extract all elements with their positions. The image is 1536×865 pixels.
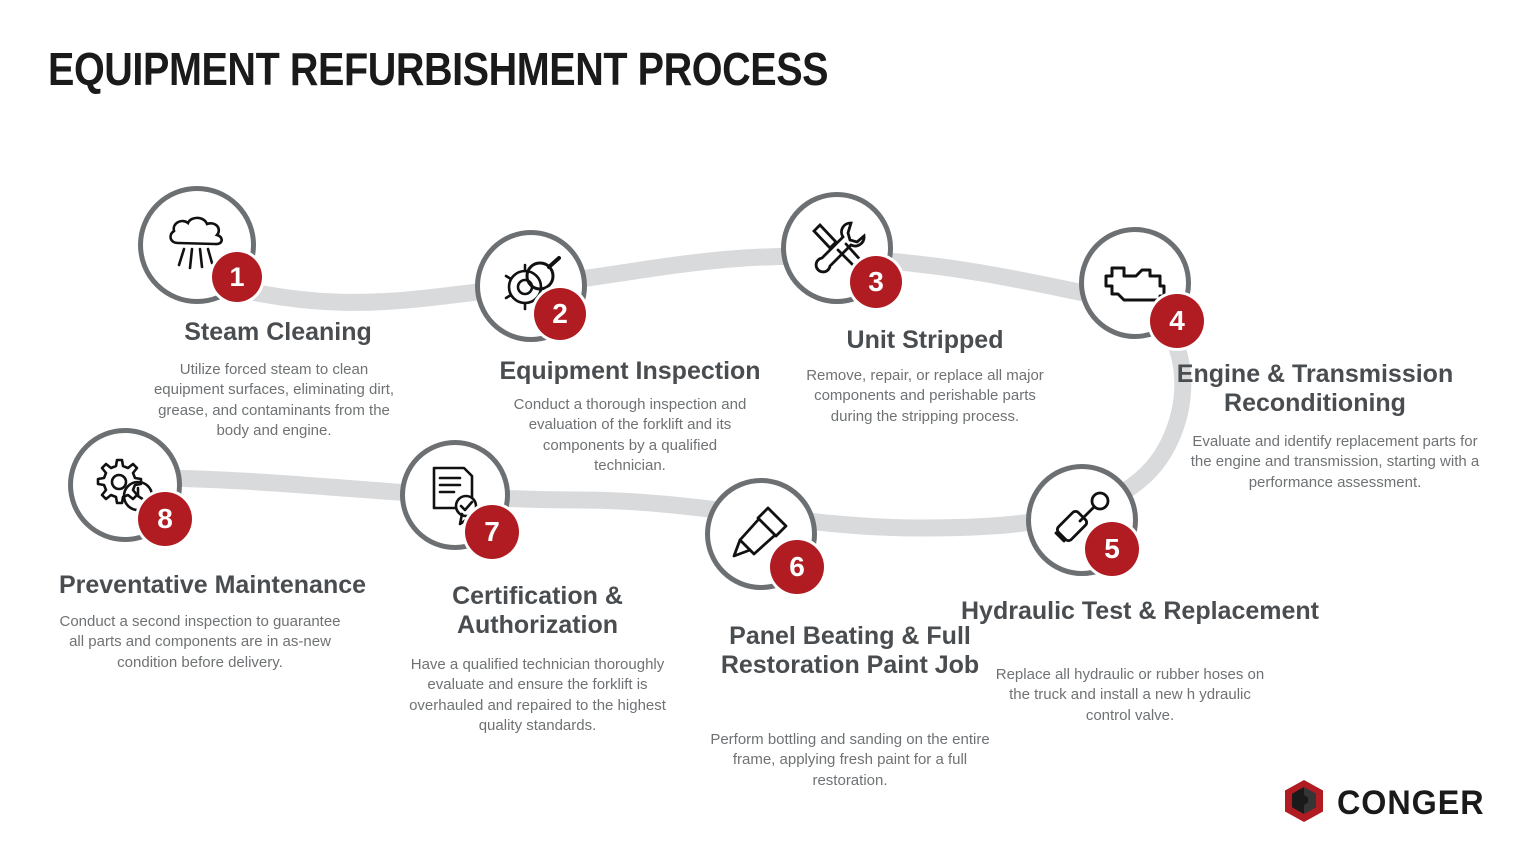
step-5-number: 5: [1104, 533, 1120, 564]
conger-logo: [1281, 778, 1492, 829]
step-8-description: Conduct a second inspection to guarantee all parts and components are in as-new condition before delivery.: [59, 613, 341, 671]
conger-logo-text: CONGER: [1336, 784, 1485, 822]
step-4-number-badge: [1150, 294, 1204, 348]
step-6-description: Perform bottling and sanding on the entire frame, applying fresh paint for a full restoration.: [710, 731, 990, 789]
step-7-number: 7: [484, 516, 500, 547]
step-4-description: Evaluate and identify replacement parts for the engine and transmission, starting with a performance assessment.: [1190, 433, 1480, 491]
step-6-number-badge: [770, 540, 824, 594]
step-5-number-badge: [1085, 522, 1139, 576]
step-8-number: 8: [157, 503, 173, 534]
step-5-title: Hydraulic Test & Replacement: [961, 597, 1319, 625]
step-1-description: Utilize forced steam to clean equipment surfaces, eliminating dirt, grease, and contaminants from the body and engine.: [153, 361, 395, 439]
step-5-description: Replace all hydraulic or rubber hoses on the truck and install a new h ydraulic control valve.: [995, 666, 1265, 724]
conger-hex-mark-icon: [1281, 778, 1327, 829]
step-2-number-badge: [534, 288, 586, 340]
step-2-title: Equipment Inspection: [499, 357, 761, 385]
step-7-number-badge: [465, 505, 519, 559]
step-1-number: 1: [229, 261, 245, 292]
step-3-number: 3: [868, 266, 884, 297]
step-8-number-badge: [138, 492, 192, 546]
step-3-description: Remove, repair, or replace all major components and perishable parts during the stripping process.: [806, 367, 1044, 425]
step-2-description: Conduct a thorough inspection and evaluation of the forklift and its components by a qualified technician.: [513, 396, 747, 474]
step-7-title: Certification & Authorization: [452, 582, 623, 639]
step-4-number: 4: [1169, 305, 1185, 336]
step-7-description: Have a qualified technician thoroughly evaluate and ensure the forklift is overhauled and repaired to the highest quality standards.: [409, 656, 666, 734]
step-3-title: Unit Stripped: [846, 326, 1004, 354]
step-6-title: Panel Beating & Full Restoration Paint Job: [720, 622, 980, 679]
page-title: EQUIPMENT REFURBISHMENT PROCESS: [48, 43, 829, 95]
step-1-title: Steam Cleaning: [184, 318, 372, 346]
step-1-number-badge: [212, 252, 262, 302]
step-2-number: 2: [552, 298, 568, 329]
step-3-number-badge: [850, 256, 902, 308]
step-4-title: Engine & Transmission Reconditioning: [1176, 360, 1454, 417]
step-6-number: 6: [789, 551, 805, 582]
step-8-title: Preventative Maintenance: [58, 571, 367, 599]
